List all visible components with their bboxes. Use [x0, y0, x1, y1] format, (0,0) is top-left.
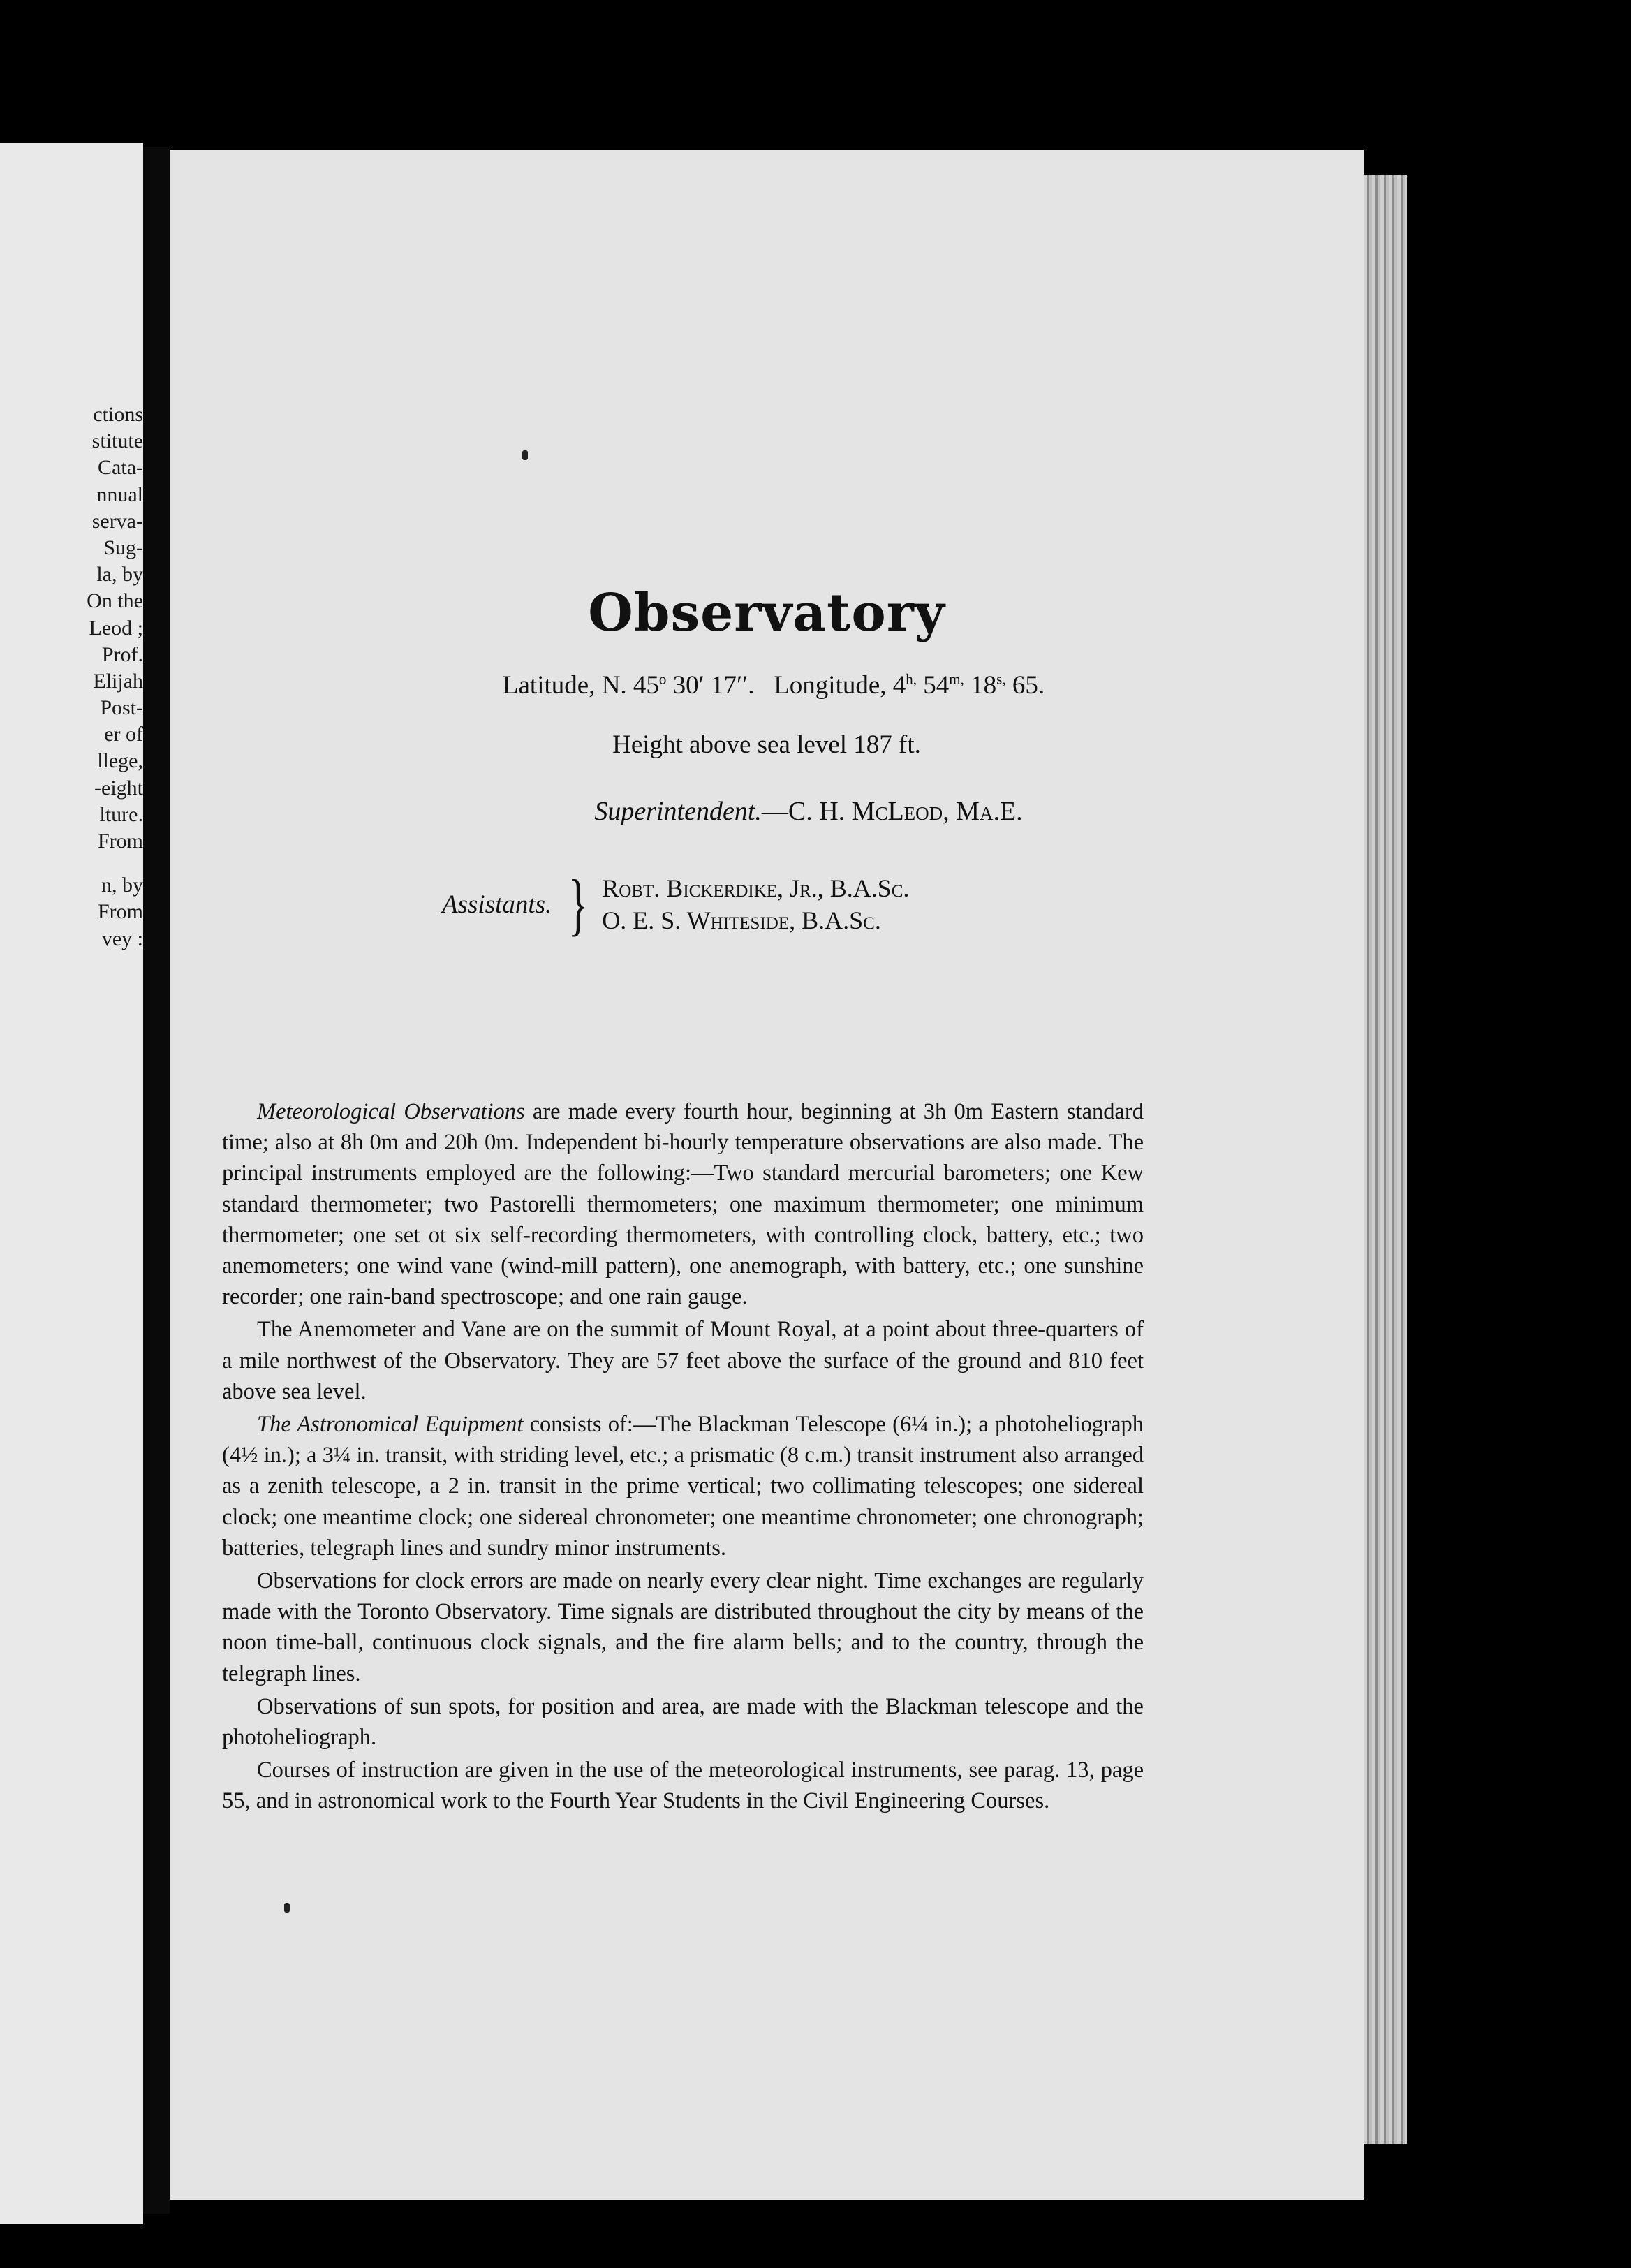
paragraph-anemometer: The Anemometer and Vane are on the summit of Mount Royal, at a point about three-quarters of a mile northwest of the Observatory. They are 57 feet above the surface of the ground and 810 feet above sea level.	[222, 1317, 1144, 1404]
left-fragment: er of	[104, 723, 143, 746]
brace-icon: }	[568, 865, 589, 943]
assistant-name: O. E. S. Whiteside, B.A.Sc.	[602, 906, 881, 934]
paragraph-sun-spots: Observations of sun spots, for position and area, are made with the Blackman telescope and the photoheliograph.	[222, 1693, 1144, 1751]
paragraph-astronomical: The Astronomical Equipment consists of:—The Blackman Telescope (6¼ in.); a photoheliograph (4½ in.); a 3¼ in. transit, with striding level, etc.; a prismatic (8 c.m.) transit instrument also arranged as a zenith telescope, a 2 in. transit in the prime vertical; two collimating telescopes; one sidereal clock; one meantime clock; one sidereal chronometer; one meantime chronometer; one chronograph; batteries, telegraph lines and sundry minor instruments.	[222, 1412, 1144, 1561]
left-fragment: vey :	[101, 927, 143, 950]
latitude: Latitude, N. 45$^o$ 30′ 17′′.	[502, 670, 755, 700]
left-fragment: From	[97, 900, 143, 924]
body-text	[222, 1096, 1144, 1819]
coordinates-line	[170, 670, 1371, 700]
left-fragment: serva-	[91, 509, 143, 533]
left-fragment: nnual	[96, 483, 143, 506]
left-fragment: Post-	[100, 696, 143, 720]
paragraph-clock-errors: Observations for clock errors are made on nearly every clear night. Time exchanges are regularly made with the Toronto Observatory. Time signals are distributed throughout the city by means of the noon time-ball, continuous clock signals, and the fire alarm bells; and to the country, through the telegraph lines.	[222, 1568, 1144, 1686]
left-fragment: n, by	[101, 874, 143, 897]
superintendent-name: McLeod	[851, 797, 943, 826]
left-fragment: Leod ;	[89, 616, 143, 640]
ink-speck	[284, 1903, 290, 1913]
left-page-text-fragments	[0, 402, 143, 952]
assistant-names	[602, 872, 909, 936]
left-fragment: lture.	[99, 802, 143, 826]
left-fragment-gap	[0, 855, 143, 872]
height-above-sea-level: Height above sea level 187 ft.	[612, 730, 921, 759]
superintendent-line: Superintendent.—C. H. McLeod, Ma.E.	[594, 797, 1023, 826]
page-title: Observatory	[588, 583, 945, 643]
left-fragment: llege,	[97, 749, 143, 773]
paragraph-courses: Courses of instruction are given in the use of the meteorological instruments, see parag. 13, page 55, and in astronomical work to the Fourth Year Students in the Civil Engineering Courses.	[222, 1758, 1144, 1814]
left-fragment: On the	[87, 589, 143, 613]
left-fragment: stitute	[91, 429, 143, 453]
left-fragment: Sug-	[103, 536, 143, 559]
left-fragment: ctions	[93, 403, 143, 426]
page-edges	[1364, 175, 1407, 2144]
assistant-name: Robt. Bickerdike, Jr., B.A.Sc.	[602, 874, 910, 902]
left-fragment: From	[97, 830, 143, 853]
longitude: Longitude, $4^{h,}$ $54^{m,}$ $18^{s,}$ 65.	[774, 670, 1045, 700]
assistants-label: Assistants.	[442, 890, 552, 919]
left-fragment: Cata-	[98, 456, 143, 480]
superintendent-label: Superintendent.	[594, 797, 762, 826]
document-page	[170, 150, 1364, 2200]
paragraph-meteorological: Meteorological Observations are made every fourth hour, beginning at 3h 0m Eastern standard time; also at 8h 0m and 20h 0m. Independent bi-hourly temperature observations are also made. The principal instruments employed are the following:—Two standard mercurial barometers; one Kew standard thermometer; two Pastorelli thermometers; one maximum thermometer; one minimum thermometer; one set ot six self-recording thermometers, with controlling clock, battery, etc.; two anemometers; one wind vane (wind-mill pattern), one anemograph, with battery, etc.; one sunshine recorder; one rain-band spectroscope; and one rain gauge.	[222, 1099, 1144, 1310]
left-fragment: Prof.	[101, 642, 143, 666]
ink-speck	[522, 450, 528, 460]
left-fragment: -eight	[94, 776, 143, 800]
left-fragment: Elijah	[93, 669, 143, 693]
assistants-block	[442, 865, 910, 943]
book-gutter	[143, 147, 170, 2214]
left-fragment: la, by	[96, 563, 143, 587]
left-facing-page	[0, 143, 143, 2224]
